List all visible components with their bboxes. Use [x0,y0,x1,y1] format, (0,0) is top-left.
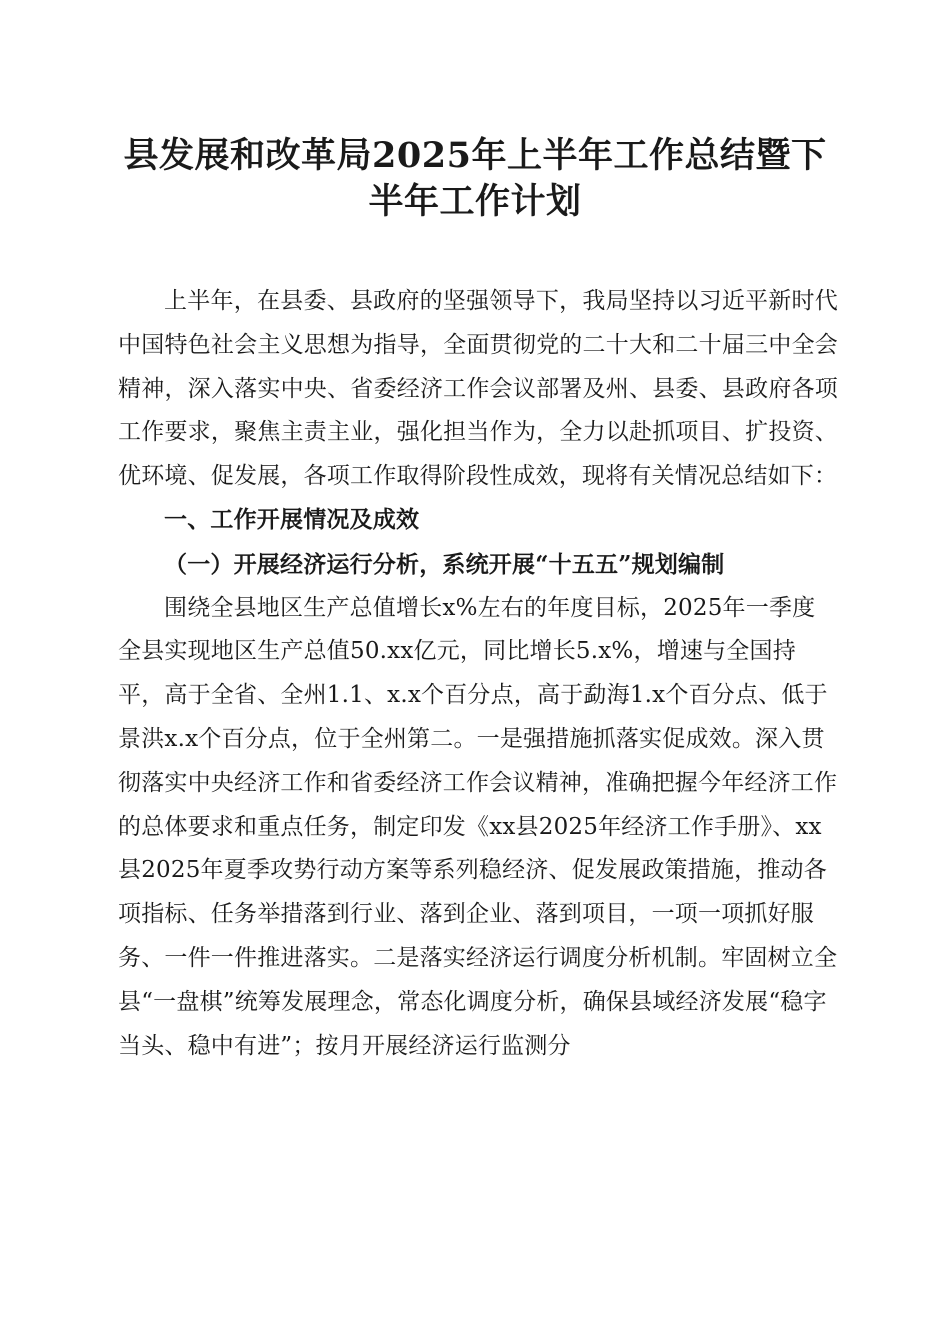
section-heading-1: 一、工作开展情况及成效 [164,506,420,533]
document-title [95,133,855,225]
title-line-1: 县发展和改革局2025年上半年工作总结暨下 [123,135,827,176]
subsection-heading-1: （一）开展经济运行分析，系统开展“十五五”规划编制 [164,550,725,578]
intro-paragraph: 上半年，在县委、县政府的坚强领导下，我局坚持以习近平新时代中国特色社会主义思想为指导，全面贯彻党的二十大和二十届三中全会精神，深入落实中央、省委经济工作会议部署及州、县委、县政府各项工作要求，聚焦主责主业，强化担当作为，全力以赴抓项目、扩投资、优环境、促发展，各项工作取得阶段性成效，现将有关情况总结如下： [118,288,838,490]
body-paragraph-1: 围绕全县地区生产总值增长x%左右的年度目标，2025年一季度全县实现地区生产总值50.xx亿元，同比增长5.x%，增速与全国持平，高于全省、全州1.1、x.x个百分点，高于勐海1.x个百分点、低于景洪x.x个百分点，位于全州第二。一是强措施抓落实促成效。深入贯彻落实中央经济工作和省委经济工作会议精神，准确把握今年经济工作的总体要求和重点任务，制定印发《xx县2025年经济工作手册》、xx县2025年夏季攻势行动方案等系列稳经济、促发展政策措施，推动各项指标、任务举措落到行业、落到企业、落到项目，一项一项抓好服务、一件一件推进落实。二是落实经济运行调度分析机制。牢固树立全县“一盘棋”统筹发展理念，常态化调度分析，确保县域经济发展“稳字当头、稳中有进”；按月开展经济运行监测分 [118,594,838,1059]
document-body [118,280,838,1068]
title-line-2: 半年工作计划 [368,181,582,222]
